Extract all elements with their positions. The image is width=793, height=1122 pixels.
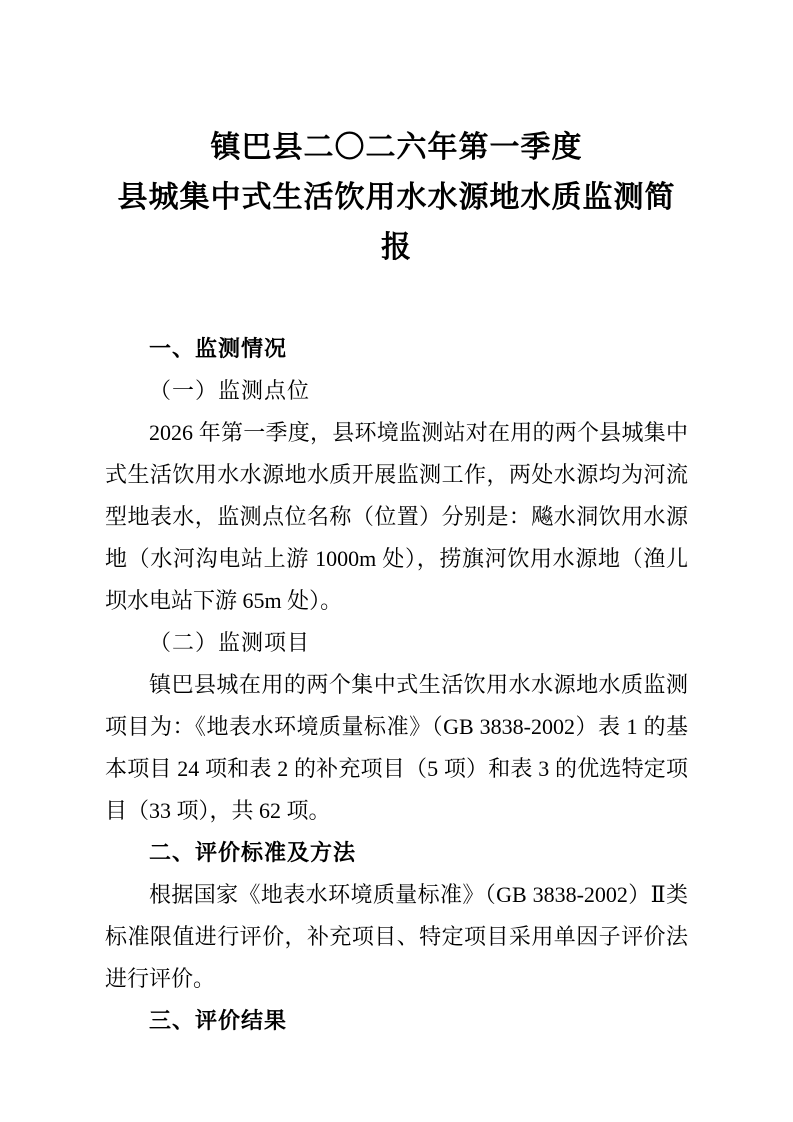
- paragraph-monitoring-points: 2026 年第一季度，县环境监测站对在用的两个县城集中式生活饮用水水源地水质开展监测工作，两处水源均为河流型地表水，监测点位名称（位置）分别是：飚水洞饮用水源地（水河沟电站上游 1000m 处），捞旗河饮用水源地（渔儿坝水电站下游 65m 处）。: [105, 420, 688, 613]
- paragraph-evaluation-method: 根据国家《地表水环境质量标准》（GB 3838-2002）Ⅱ类标准限值进行评价，补充项目、特定项目采用单因子评价法进行评价。: [105, 882, 688, 991]
- document-title-line2: 县城集中式生活饮用水水源地水质监测简报: [117, 181, 676, 264]
- subsection-1-2-heading: （二）监测项目: [149, 630, 311, 655]
- section-3-heading: 三、评价结果: [149, 1008, 288, 1033]
- document-body: [105, 328, 688, 1042]
- subsection-1-1-heading: （一）监测点位: [149, 378, 311, 403]
- document-title-line1: 镇巴县二〇二六年第一季度: [210, 131, 583, 164]
- section-2-heading: 二、评价标准及方法: [149, 840, 357, 865]
- document-title: [105, 123, 688, 273]
- paragraph-monitoring-items: 镇巴县城在用的两个集中式生活饮用水水源地水质监测项目为：《地表水环境质量标准》（GB 3838-2002）表 1 的基本项目 24 项和表 2 的补充项目（5 项）和表 3 的优选特定项目（33 项），共 62 项。: [105, 672, 688, 823]
- section-1-heading: 一、监测情况: [149, 336, 288, 361]
